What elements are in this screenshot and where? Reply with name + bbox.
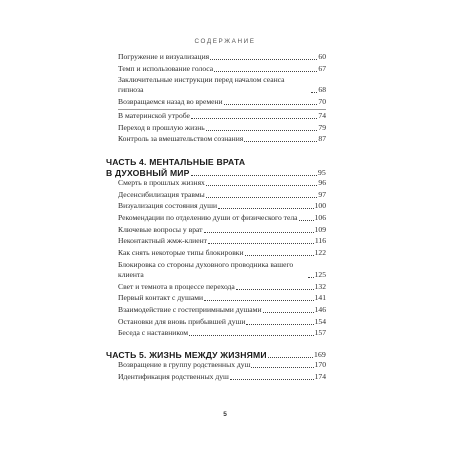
page-number: 5 xyxy=(223,411,227,418)
dot-leader xyxy=(263,312,314,313)
dot-leader xyxy=(224,104,318,105)
toc-entry[interactable] xyxy=(106,178,326,188)
toc-entry-page: 122 xyxy=(314,248,326,258)
toc-entry-title: Десенсибилизация травмы xyxy=(118,189,205,199)
toc-entry-title: Свет и темнота в процессе перехода xyxy=(118,281,235,291)
toc-entry[interactable] xyxy=(106,64,326,74)
part-4-heading[interactable]: ЧАСТЬ 4. МЕНТАЛЬНЫЕ ВРАТА xyxy=(106,157,246,167)
toc-entry-page: 106 xyxy=(314,213,326,223)
dot-leader xyxy=(191,175,317,176)
dot-leader xyxy=(206,130,318,131)
toc-entry-title: Взаимодействие с гостеприимными душами xyxy=(118,304,262,314)
toc-entry-title: Как снять некоторые типы блокировки xyxy=(118,248,244,258)
toc-entry-page: 79 xyxy=(318,122,326,132)
toc-entry-title: Погружение и визуализация xyxy=(118,52,210,61)
dot-leader xyxy=(206,185,318,186)
toc-entry-page: 125 xyxy=(314,269,326,279)
toc-entry-title: Темп и использование голоса xyxy=(118,63,214,73)
dot-leader xyxy=(268,357,313,358)
toc-entry[interactable] xyxy=(106,201,326,211)
toc-entry-page: 109 xyxy=(314,224,326,234)
toc-entry-page: 70 xyxy=(318,97,326,107)
dot-leader xyxy=(244,141,317,142)
toc-entry-page: 170 xyxy=(314,360,326,370)
toc-entry-title: Визуализация состояния души xyxy=(118,201,218,211)
toc-entry-title: Возвращение в группу родственных душ xyxy=(118,360,251,370)
toc-entry-page: 87 xyxy=(318,134,326,144)
toc-entry-page: 174 xyxy=(314,372,326,382)
toc-entry-title: Блокировка со стороны духовного проводника вашего клиента xyxy=(118,259,294,279)
toc-entry[interactable] xyxy=(106,360,326,370)
running-head: СОДЕРЖАНИЕ xyxy=(194,38,256,45)
toc-entry[interactable] xyxy=(106,236,326,246)
toc-entry[interactable] xyxy=(106,213,326,223)
dot-leader xyxy=(204,232,314,233)
toc-entry-page: 97 xyxy=(318,189,326,199)
toc-entry-page: 116 xyxy=(314,236,326,246)
toc-entry-title: Возвращаемся назад во времени xyxy=(118,97,223,107)
part-4-page: 95 xyxy=(318,167,326,177)
toc-entry[interactable] xyxy=(106,97,326,107)
toc-entry[interactable] xyxy=(106,134,326,144)
toc-entry-page: 67 xyxy=(318,63,326,73)
part-4-subtitle: В ДУХОВНЫЙ МИР xyxy=(106,167,190,178)
toc-entry[interactable] xyxy=(106,52,326,62)
toc-entry[interactable] xyxy=(106,190,326,200)
toc-entry-title: Неконтактный жмж-клиент xyxy=(118,236,207,246)
dot-leader xyxy=(246,324,313,325)
toc-entry-title: Смерть в прошлых жизнях xyxy=(118,178,205,187)
toc-entry[interactable] xyxy=(106,111,326,121)
toc-entry-title: В материнской утробе xyxy=(118,110,190,120)
part-4-heading-line2[interactable] xyxy=(106,168,326,179)
dot-leader xyxy=(245,255,314,256)
toc-entry-title: Заключительные инструкции перед началом сеанса гипноза xyxy=(118,75,285,95)
toc-entry-title: Контроль за вмешательством сознания xyxy=(118,134,244,144)
divider xyxy=(118,109,326,110)
toc-entry[interactable] xyxy=(106,305,326,315)
dot-leader xyxy=(208,243,314,244)
toc-entry-page: 60 xyxy=(318,52,326,61)
dot-leader xyxy=(299,220,314,221)
toc-entry[interactable] xyxy=(106,248,326,258)
toc-entry[interactable] xyxy=(106,260,326,280)
toc-entry-title: Рекомендации по отделению души от физического тела xyxy=(118,213,298,223)
toc-entry-title: Беседа с наставником xyxy=(118,328,189,338)
toc-entry[interactable] xyxy=(106,293,326,303)
dot-leader xyxy=(230,379,314,380)
toc-entry-title: Первый контакт с душами xyxy=(118,293,204,303)
part-5-page: 169 xyxy=(314,349,326,359)
toc-entry-page: 157 xyxy=(314,328,326,338)
toc-entry-page: 132 xyxy=(314,281,326,291)
toc-entry[interactable] xyxy=(106,317,326,327)
toc-entry[interactable] xyxy=(106,75,326,95)
dot-leader xyxy=(214,71,317,72)
dot-leader xyxy=(308,277,314,278)
dot-leader xyxy=(218,208,314,209)
table-of-contents xyxy=(106,52,326,384)
toc-entry-page: 74 xyxy=(318,110,326,120)
toc-entry-page: 96 xyxy=(318,178,326,187)
toc-entry-page: 68 xyxy=(318,85,326,95)
dot-leader xyxy=(204,300,314,301)
toc-entry[interactable] xyxy=(106,123,326,133)
part-5-heading[interactable] xyxy=(106,350,326,361)
toc-entry[interactable] xyxy=(106,372,326,382)
toc-entry-title: Остановки для вновь прибывшей души xyxy=(118,316,246,326)
toc-entry[interactable] xyxy=(106,282,326,292)
toc-entry[interactable] xyxy=(106,328,326,338)
toc-entry-page: 154 xyxy=(314,316,326,326)
dot-leader xyxy=(189,335,313,336)
dot-leader xyxy=(311,92,317,93)
dot-leader xyxy=(206,197,318,198)
toc-entry-title: Ключевые вопросы у врат xyxy=(118,224,203,234)
toc-entry-title: Идентификация родственных душ xyxy=(118,372,229,382)
toc-entry-page: 100 xyxy=(314,201,326,211)
toc-entry-page: 146 xyxy=(314,304,326,314)
dot-leader xyxy=(236,289,314,290)
dot-leader xyxy=(251,367,313,368)
dot-leader xyxy=(191,118,318,119)
dot-leader xyxy=(210,59,317,60)
toc-entry-title: Переход в прошлую жизнь xyxy=(118,122,205,132)
part-5-title: ЧАСТЬ 5. ЖИЗНЬ МЕЖДУ ЖИЗНЯМИ xyxy=(106,349,267,360)
toc-entry-page: 141 xyxy=(314,293,326,303)
toc-entry[interactable] xyxy=(106,225,326,235)
